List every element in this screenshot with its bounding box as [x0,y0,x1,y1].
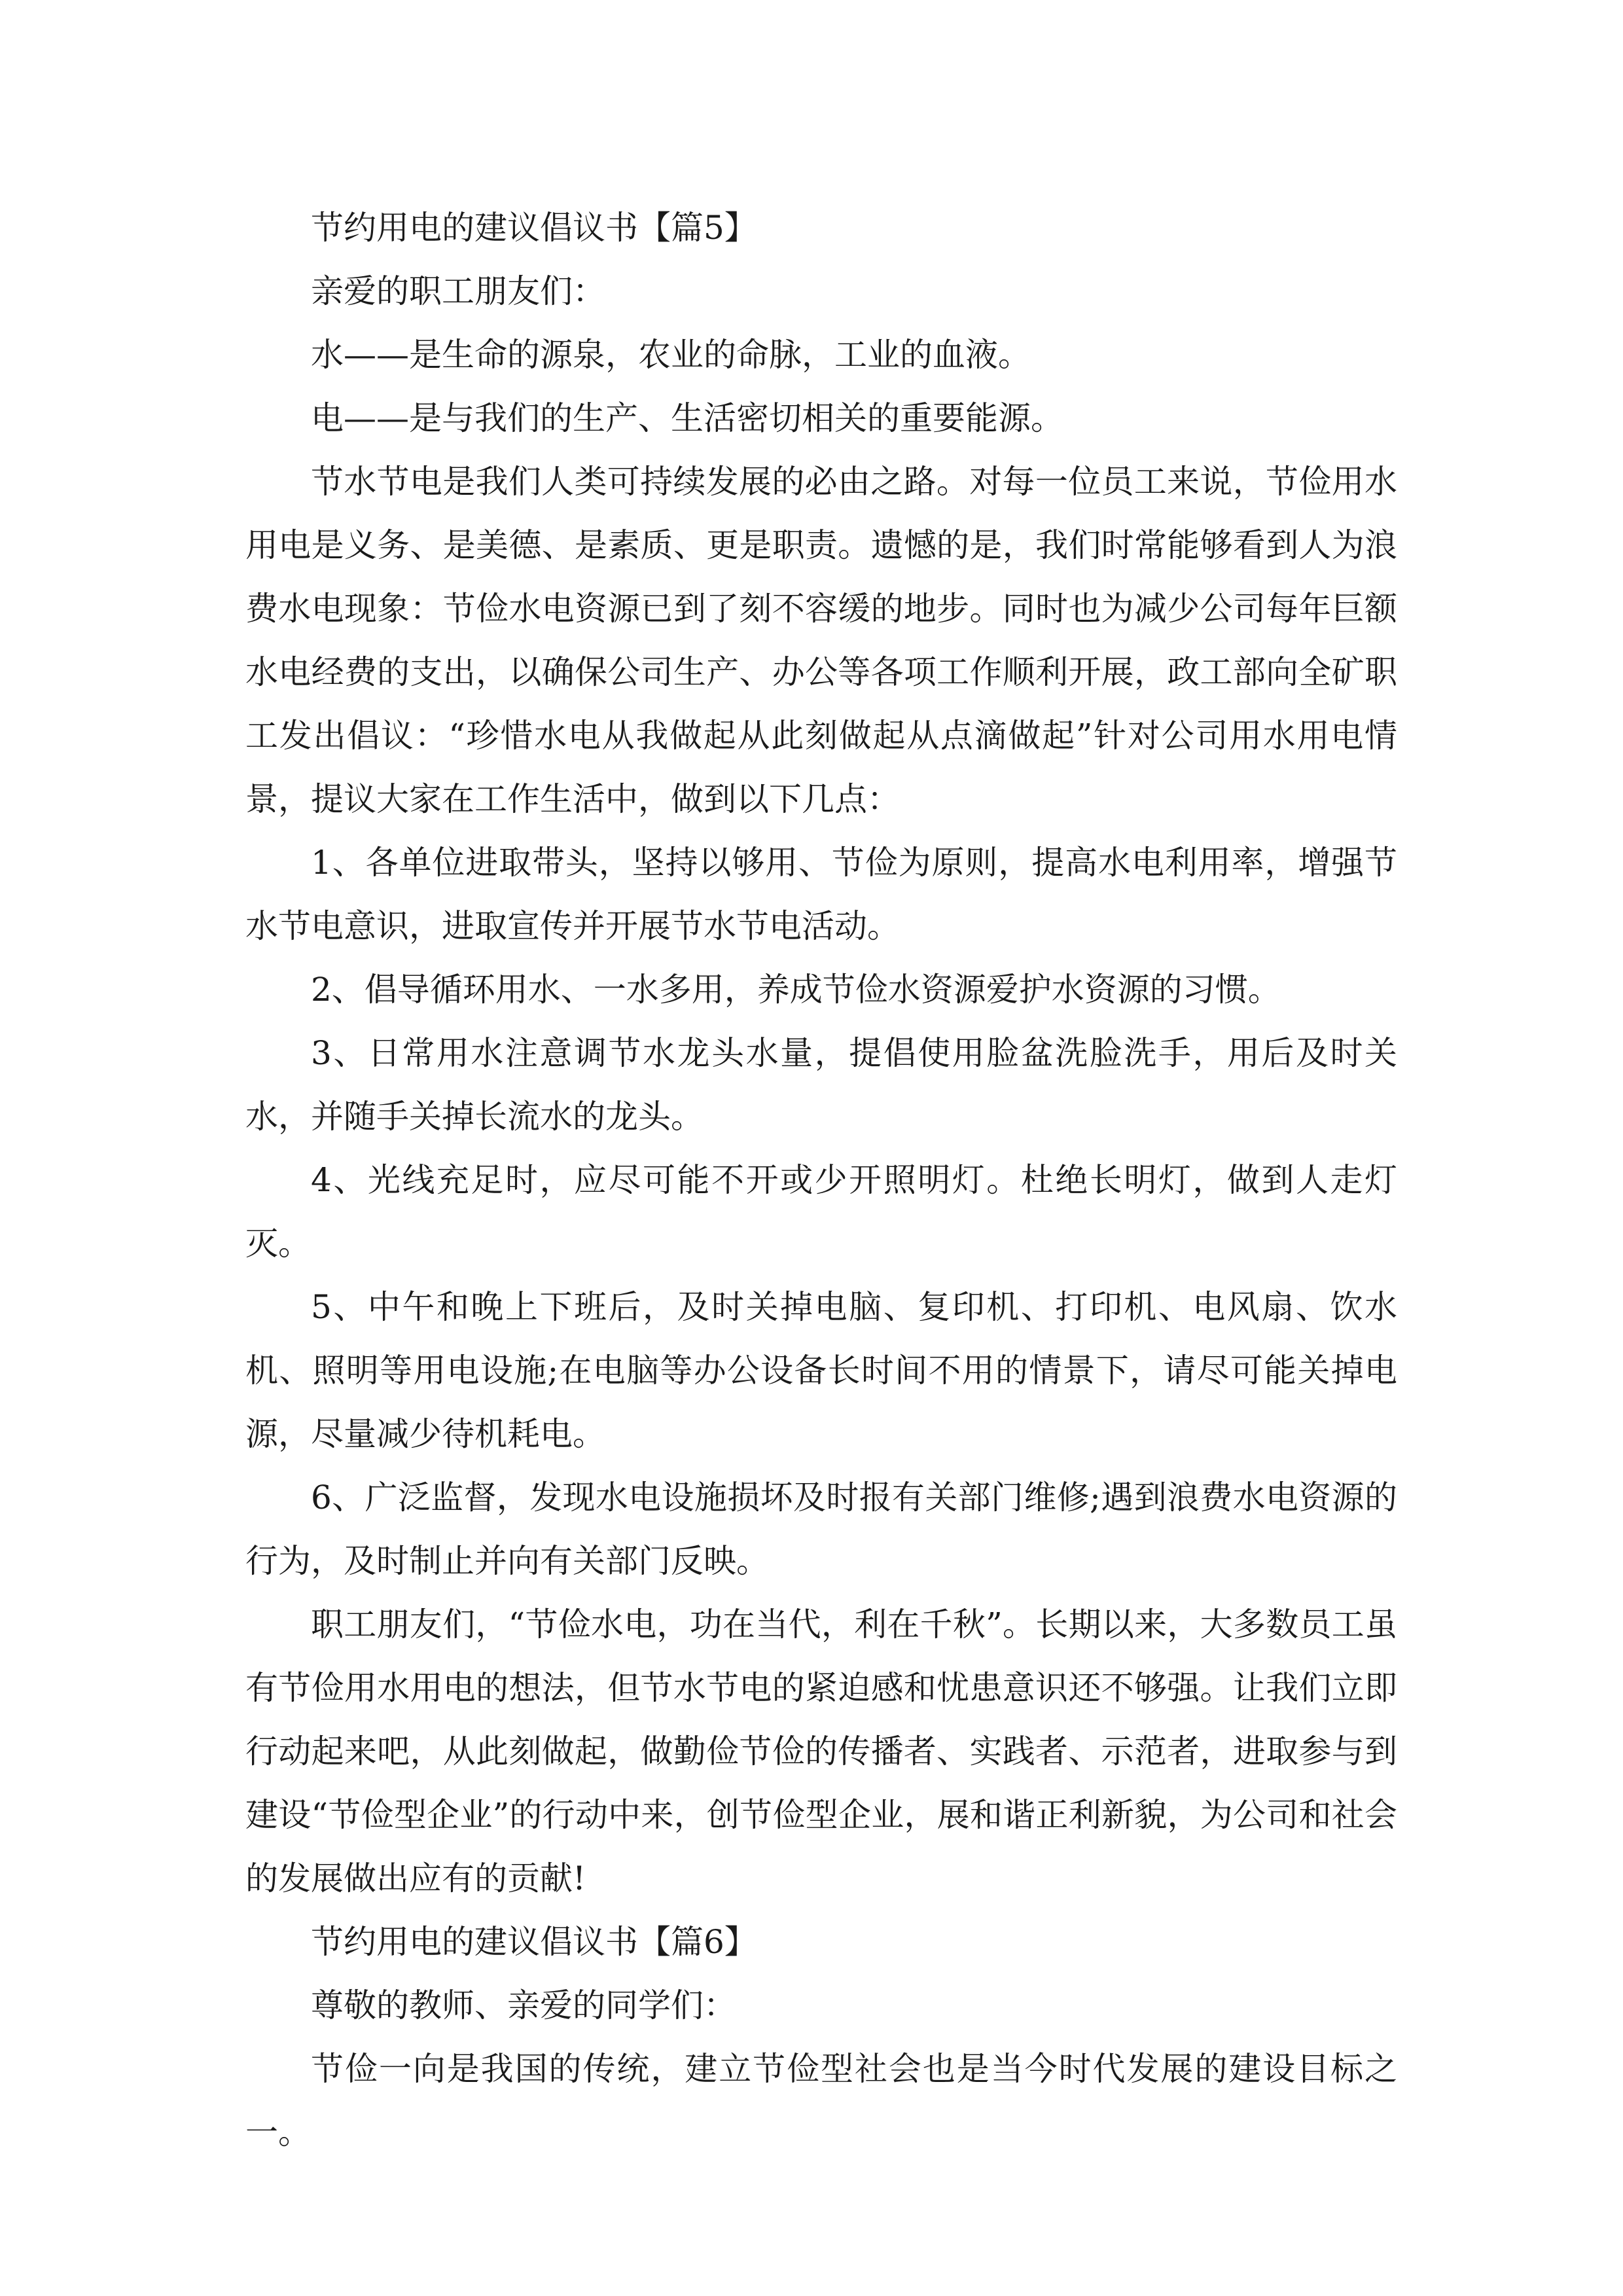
list-item-6: 6、广泛监督，发现水电设施损坏及时报有关部门维修;遇到浪费水电资源的行为，及时制止并向有关部门反映。 [245,1479,1397,1580]
paragraph-water: 水——是生命的源泉，农业的命脉，工业的血液。 [311,336,1031,374]
list-item-5: 5、中午和晚上下班后，及时关掉电脑、复印机、打印机、电风扇、饮水机、照明等用电设施;在电脑等办公设备长时间不用的情景下，请尽可能关掉电源，尽量减少待机耗电。 [245,1288,1397,1453]
document-body [245,196,1397,2164]
list-item-3: 3、日常用水注意调节水龙头水量，提倡使用脸盆洗脸洗手，用后及时关水，并随手关掉长流水的龙头。 [245,1034,1397,1136]
section-heading-5: 节约用电的建议倡议书【篇5】 [311,209,757,247]
paragraph-closing: 职工朋友们，“节俭水电，功在当代，利在千秋”。长期以来，大多数员工虽有节俭用水用电的想法，但节水节电的紧迫感和忧患意识还不够强。让我们立即行动起来吧，从此刻做起，做勤俭节俭的传播者、实践者、示范者，进取参与到建设“节俭型企业”的行动中来，创节俭型企业，展和谐正利新貌，为公司和社会的发展做出应有的贡献! [245,1605,1397,1897]
salutation-6: 尊敬的教师、亲爱的同学们： [311,1986,736,2024]
paragraph-electricity: 电——是与我们的生产、生活密切相关的重要能源。 [311,399,1063,437]
paragraph-6-intro: 节俭一向是我国的传统，建立节俭型社会也是当今时代发展的建设目标之一。 [245,2050,1397,2151]
section-heading-6: 节约用电的建议倡议书【篇6】 [311,1923,757,1961]
salutation: 亲爱的职工朋友们： [311,272,605,310]
list-item-4: 4、光线充足时，应尽可能不开或少开照明灯。杜绝长明灯，做到人走灯灭。 [245,1161,1397,1263]
list-item-2: 2、倡导循环用水、一水多用，养成节俭水资源爱护水资源的习惯。 [311,971,1281,1009]
paragraph-intro: 节水节电是我们人类可持续发展的必由之路。对每一位员工来说，节俭用水用电是义务、是美德、是素质、更是职责。遗憾的是，我们时常能够看到人为浪费水电现象：节俭水电资源已到了刻不容缓的地步。同时也为减少公司每年巨额水电经费的支出，以确保公司生产、办公等各项工作顺利开展，政工部向全矿职工发出倡议：“珍惜水电从我做起从此刻做起从点滴做起”针对公司用水用电情景，提议大家在工作生活中，做到以下几点： [245,463,1397,818]
list-item-1: 1、各单位进取带头，坚持以够用、节俭为原则，提高水电利用率，增强节水节电意识，进取宣传并开展节水节电活动。 [245,844,1397,945]
